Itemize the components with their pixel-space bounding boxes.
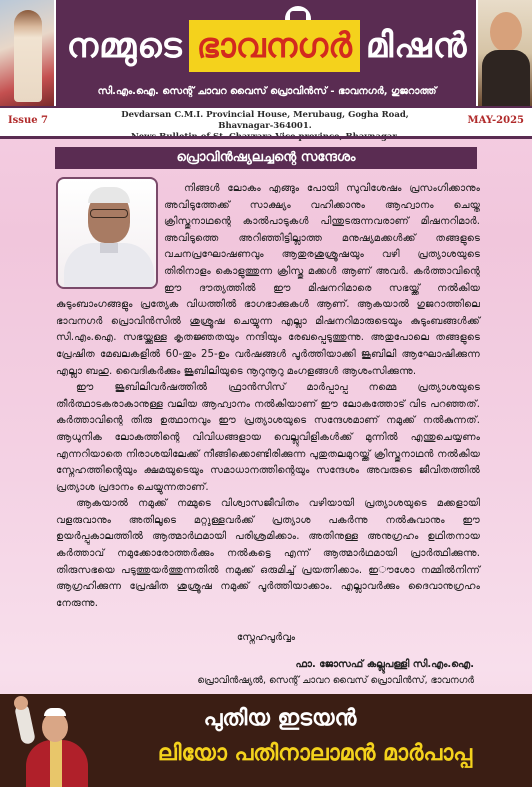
portrait-face bbox=[490, 12, 522, 52]
saint-figure bbox=[14, 10, 42, 102]
masthead bbox=[0, 0, 532, 108]
title-part-1: നമ്മുടെ bbox=[66, 26, 183, 66]
paragraph-3: ആകയാൽ നമുക്ക് നമ്മുടെ വിശ്വാസജീവിതം വഴിയായി പ്രത്യാശയുടെ മക്കളായി വളരുവാനും അതിലൂടെ മറ്റുള്ളവർക്ക് പ്രത്യാശ പകർന്നു നൽകുവാനും ഈ ഉയർപ്പുകാലത്തിൽ ആത്മാർഥമായി പരിശ്രമിക്കാം. അതിനുള്ള അനുഗ്രഹം ഉഥിതനായ കർത്താവ് നമുക്കോരോത്തർക്കും നൽകട്ടെ എന്ന് ആത്മാർഥമായി പ്രാർത്ഥിക്കുന്നു. തിരുസഭയെ പടുത്തുയർത്തുന്നതിൽ നമുക്ക് ഒരുമിച്ച് പ്രയത്നിക്കാം. ഇൗശോ നമ്മിൽനിന്ന് ആഗ്രഹിക്കുന്ന പ്രേഷിത ശുശ്രൂഷ നമുക്ക് പൂർത്തിയാക്കാം. എല്ലാവർക്കും ദൈവാനുഗ്രഹം നേരുന്നു. bbox=[56, 498, 480, 609]
title-highlight: ഭാവനഗർ bbox=[189, 20, 360, 72]
banner-headline: പുതിയ ഇടയൻ bbox=[203, 706, 357, 731]
signature-title: പ്രൊവിൻഷ്യൽ, സെന്റ് ചാവറ വൈസ് പ്രൊവിൻസ്, ഭാവനഗർ bbox=[197, 675, 474, 686]
pope-zucchetto bbox=[44, 708, 66, 716]
pope-head bbox=[42, 712, 68, 742]
pope-figure bbox=[12, 694, 100, 787]
address-line-1: Devdarsan C.M.I. Provincial House, Merubaug, Gogha Road, Bhavnagar-364001. bbox=[121, 110, 409, 131]
title-part-2: മിഷൻ bbox=[365, 26, 468, 66]
article-body bbox=[56, 181, 480, 612]
masthead-subtitle: സി.എം.ഐ. സെന്റ് ചാവറ വൈസ് പ്രൊവിൻസ് - ഭാവനഗർ, ഗുജറാത്ത് bbox=[97, 86, 437, 97]
section-heading: പ്രൊവിൻഷ്യലച്ചന്റെ സന്ദേശം bbox=[55, 147, 477, 169]
pope-hand bbox=[14, 696, 28, 710]
issue-number: Issue 7 bbox=[8, 115, 49, 126]
pope-stole bbox=[50, 740, 62, 787]
saint-portrait-left bbox=[0, 0, 56, 106]
header-divider bbox=[0, 136, 532, 139]
banner-subheadline: ലിയോ പതിനാലാമൻ മാർപാപ്പ bbox=[157, 741, 473, 766]
photo-spacer bbox=[56, 181, 164, 297]
info-bar bbox=[0, 108, 532, 136]
issue-date: MAY-2025 bbox=[467, 115, 524, 126]
paragraph-2: ഈ ജൂബിലിവർഷത്തിൽ ഫ്രാൻസിസ് മാർപ്പാപ്പ നമ്മെ പ്രത്യാശയുടെ തീർത്ഥാടകരാകാനുള്ള വലിയ ആഹ്വാനം നൽകിയാണ് ഈ ലോകത്തോട് വിട പറഞ്ഞത്. കർത്താവിന്റെ തിരു ഉത്ഥാനവും ഈ പ്രത്യാശയുടെ സന്ദേശമാണ് നമുക്ക് നൽകുന്നത്. ആധുനിക ലോകത്തിന്റെ വിവിധങ്ങളായ വെല്ലുവിളികൾക്ക് മുന്നിൽ എന്തുചെയ്യണം എന്നറിയാതെ നിരാശയിലേക്ക് നീങ്ങിക്കൊണ്ടിരിക്കുന്ന പുതുതലമുറയ്ക്ക് ക്രിസ്തുനാഥൻ നൽകിയ സ്നേഹത്തിന്റെയും ക്ഷമയുടെയും സമാധാനത്തിന്റെയും സന്ദേശം അവരുടെ ജീവിതത്തിൽ പ്രത്യാശ പ്രദാനം ചെയ്യുന്നതാണ്. bbox=[56, 382, 480, 493]
signature-name: ഫാ. ജോസഫ് കല്ലുപള്ളി സി.എം.ഐ. bbox=[295, 659, 474, 670]
masthead-title bbox=[58, 10, 476, 82]
portrait-robe bbox=[482, 50, 530, 106]
paragraph-1: നിങ്ങൾ ലോകം എങ്ങും പോയി സുവിശേഷം പ്രസംഗിക്കാനും അവിടുത്തേക്ക് സാക്ഷ്യം വഹിക്കാനും ആഹ്വാനം ചെയ്ത ക്രിസ്തുനാഥന്റെ കാൽപാടുകൾ പിന്തുടരുന്നവരാണ് മിഷനറിമാർ. അവിടുത്തെ അറിഞ്ഞിട്ടില്ലാത്ത മനുഷ്യമക്കൾക്ക് തങ്ങളുടെ വചനപ്രഘോഷണവും ആതുരശുശ്രൂഷയും വഴി പ്രത്യാശയുടെ തിരിനാളം കൊളുത്തുന്ന ക്രിസ്തു മക്കൾ ആണ് അവർ. കർത്താവിന്റെ ഈ ദൗത്യത്തിൽ ഈ മിഷനറിമാരെ സഭയ്ക്ക് നൽകിയ കുടുംബാംഗങ്ങളും പ്രത്യേക വിധത്തിൽ ഭാഗഭാക്കുകൾ ആണ്. ആകയാൽ ഗുജറാത്തിലെ ഭാവനഗർ പ്രൊവിൻസിൽ ശുശ്രൂഷ ചെയ്യുന്ന എല്ലാ മിഷനറിമാരുടെയും കുടുംബങ്ങൾക്ക് സി.എം.ഐ. സഭയ്ക്കുള്ള കൃതജ്ഞതയും നന്ദിയും രേഖപ്പെടുത്തുന്നു. അതുപോലെ തങ്ങളുടെ പ്രേഷിത മേഖലകളിൽ 60-തും 25-ഉം വർഷങ്ങൾ പൂർത്തിയാക്കി ജൂബിലി ആഘോഷിക്കുന്ന എല്ലാ ബഹു. വൈദികർക്കും ജൂബിലിയുടെ നൂറുനൂറു മംഗളങ്ങൾ ആശംസിക്കുന്നു. bbox=[56, 183, 480, 377]
signoff: സ്നേഹപൂർവ്വം bbox=[236, 632, 296, 643]
chavara-portrait-right bbox=[476, 0, 532, 106]
